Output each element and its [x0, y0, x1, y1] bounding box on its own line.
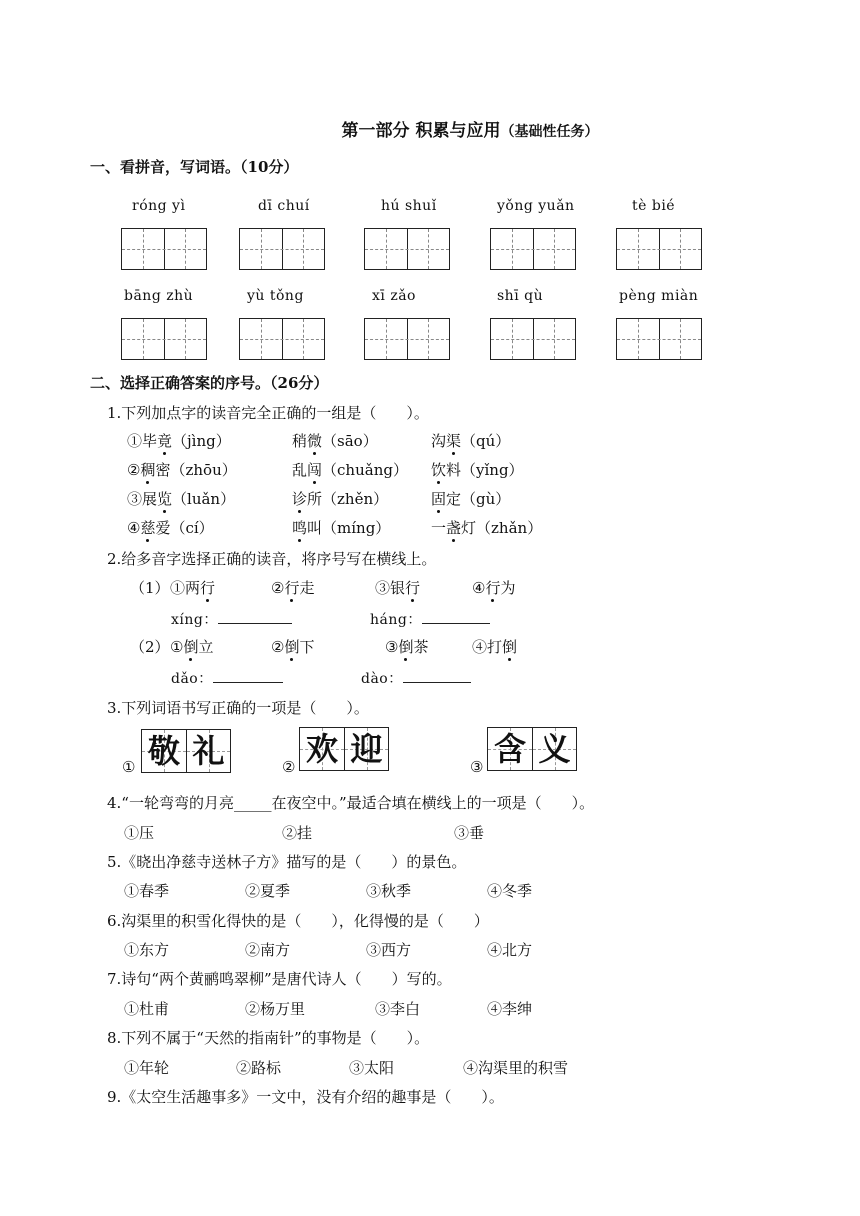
q2-reading-label: dào：: [361, 668, 471, 688]
pinyin-label: pèng miàn: [619, 288, 699, 304]
q2-option: ④行为: [472, 579, 516, 597]
q4-option: ②挂: [282, 824, 313, 842]
question-2-stem: 2.给多音字选择正确的读音，将序号写在横线上。: [107, 550, 437, 568]
writing-grid[interactable]: [490, 228, 576, 270]
writing-grid[interactable]: [616, 228, 702, 270]
pinyin-label: shī qù: [497, 288, 544, 304]
q7-option: ③李白: [375, 1000, 421, 1018]
answer-blank[interactable]: [213, 682, 283, 683]
q2-reading-label: xíng：: [171, 609, 292, 629]
question-5-stem: 5.《晓出净慈寺送林子方》描写的是（ ）的景色。: [107, 853, 467, 871]
pinyin-label: róng yì: [132, 198, 186, 214]
pinyin-label: yù tǒng: [247, 288, 304, 304]
q1-option: ①毕竟（jìng）: [127, 432, 231, 450]
q2-option: ①倒立: [170, 638, 214, 656]
q3-option-characters[interactable]: [299, 727, 389, 771]
question-8-stem: 8.下列不属于“天然的指南针”的事物是（ ）。: [107, 1029, 430, 1047]
writing-grid[interactable]: [616, 318, 702, 360]
q1-option: ④慈爱（cí）: [127, 519, 214, 537]
q1-option: 乱闯（chuǎng）: [292, 461, 408, 479]
title-main: 第一部分 积累与应用: [341, 121, 501, 141]
q3-option-characters[interactable]: [487, 727, 577, 771]
q1-option: ③展览（luǎn）: [127, 490, 236, 508]
q3-option-mark: ③: [470, 758, 484, 776]
writing-grid[interactable]: [239, 318, 325, 360]
q2-option: ④打倒: [472, 638, 518, 656]
q1-option: 一盏灯（zhǎn）: [431, 519, 543, 537]
character: 欢: [305, 730, 338, 768]
question-9-stem: 9.《太空生活趣事多》一文中，没有介绍的趣事是（ ）。: [107, 1088, 504, 1106]
question-6-stem: 6.沟渠里的积雪化得快的是（ ），化得慢的是（ ）: [107, 912, 489, 930]
character: 敬: [147, 732, 180, 770]
q6-option: ①东方: [124, 941, 170, 959]
q2-option: ②倒下: [271, 638, 315, 656]
q6-option: ④北方: [487, 941, 533, 959]
q5-option: ④冬季: [487, 882, 533, 900]
q2-part-label: （1）: [130, 579, 170, 597]
q1-option: 沟渠（qú）: [431, 432, 511, 450]
q3-option-mark: ①: [122, 758, 136, 776]
pinyin-label: tè bié: [632, 198, 676, 214]
answer-blank[interactable]: [403, 682, 471, 683]
q2-option: ③银行: [375, 579, 421, 597]
writing-grid[interactable]: [364, 318, 450, 360]
q1-option: 稍微（sāo）: [292, 432, 378, 450]
q1-option: 饮料（yǐng）: [431, 461, 524, 479]
title-subtitle: （基础性任务）: [500, 124, 599, 140]
answer-blank[interactable]: [218, 623, 292, 624]
q6-option: ②南方: [245, 941, 291, 959]
pinyin-label: bāng zhù: [124, 288, 194, 304]
writing-grid[interactable]: [121, 318, 207, 360]
q4-option: ①压: [124, 824, 155, 842]
q1-option: 诊所（zhěn）: [292, 490, 389, 508]
q4-option: ③垂: [454, 824, 485, 842]
question-1-stem: 1.下列加点字的读音完全正确的一组是（ ）。: [107, 404, 429, 422]
q8-option: ①年轮: [124, 1059, 170, 1077]
character: 礼: [192, 732, 225, 770]
question-3-stem: 3.下列词语书写正确的一项是（ ）。: [107, 699, 369, 717]
q1-option: 鸣叫（míng）: [292, 519, 391, 537]
q8-option: ②路标: [236, 1059, 282, 1077]
q3-option-mark: ②: [282, 758, 296, 776]
q2-option: ③倒茶: [385, 638, 429, 656]
answer-blank[interactable]: [422, 623, 490, 624]
q5-option: ①春季: [124, 882, 170, 900]
pinyin-label: yǒng yuǎn: [497, 198, 575, 214]
q2-option: ①两行: [170, 579, 216, 597]
writing-grid[interactable]: [121, 228, 207, 270]
q8-option: ④沟渠里的积雪: [463, 1059, 569, 1077]
q7-option: ②杨万里: [245, 1000, 306, 1018]
q2-reading-label: dǎo：: [171, 668, 283, 688]
q8-option: ③太阳: [349, 1059, 395, 1077]
pinyin-label: hú shuǐ: [381, 198, 437, 214]
writing-grid[interactable]: [490, 318, 576, 360]
question-4-stem: 4.“一轮弯弯的月亮_____在夜空中。”最适合填在横线上的一项是（ ）。: [107, 794, 595, 812]
character: 迎: [350, 730, 383, 768]
q1-option: 固定（gù）: [431, 490, 511, 508]
writing-grid[interactable]: [239, 228, 325, 270]
q6-option: ③西方: [366, 941, 412, 959]
q7-option: ①杜甫: [124, 1000, 170, 1018]
q5-option: ③秋季: [366, 882, 412, 900]
writing-grid[interactable]: [364, 228, 450, 270]
q2-option: ②行走: [271, 579, 315, 597]
q2-reading-label: háng：: [370, 609, 490, 629]
pinyin-label: xī zǎo: [372, 288, 416, 304]
section1-title: 一、看拼音，写词语。（10分）: [90, 158, 299, 176]
q3-option-characters[interactable]: [141, 729, 231, 773]
character: 义: [538, 730, 571, 768]
q7-option: ④李绅: [487, 1000, 533, 1018]
page-title: [0, 116, 860, 141]
section2-title: 二、选择正确答案的序号。（26分）: [90, 374, 329, 392]
q1-option: ②稠密（zhōu）: [127, 461, 237, 479]
q5-option: ②夏季: [245, 882, 291, 900]
pinyin-label: dī chuí: [258, 198, 310, 214]
character: 含: [493, 730, 526, 768]
question-7-stem: 7.诗句“两个黄鹂鸣翠柳”是唐代诗人（ ）写的。: [107, 970, 452, 988]
q2-part-label: （2）: [130, 638, 170, 656]
